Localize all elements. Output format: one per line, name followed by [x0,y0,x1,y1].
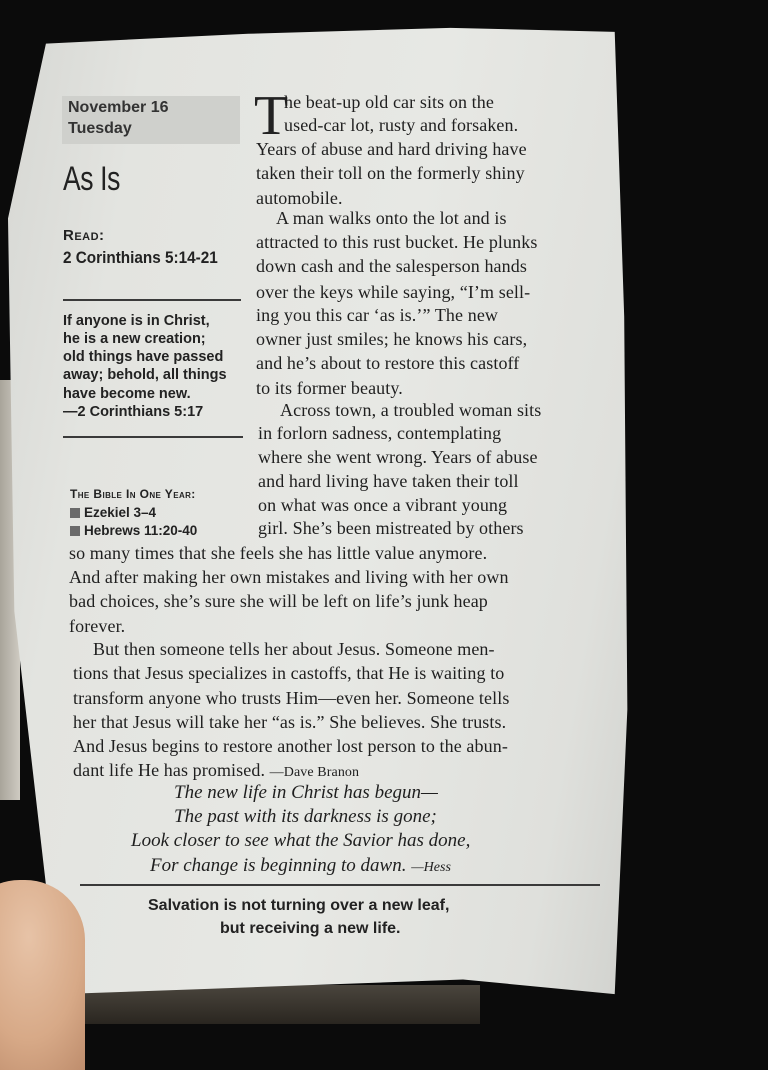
poem-line: The new life in Christ has begun— [174,782,438,803]
article-line: used-car lot, rusty and forsaken. [284,115,519,135]
article-line: taken their toll on the formerly shiny [256,163,525,183]
bullet-square-icon [70,508,80,518]
bible-reading-item: Ezekiel 3–4 [70,505,156,520]
key-verse-line: old things have passed [63,349,224,365]
sidebar-divider-top [63,299,241,301]
key-verse-line: he is a new creation; [63,331,206,347]
thought-divider [80,884,600,886]
date-label: November 16 [68,99,169,116]
article-line: girl. She’s been mistreated by others [258,518,524,538]
article-line: Years of abuse and hard driving have [256,139,527,159]
article-line: transform anyone who trusts Him—even her. Someone tells [73,688,510,708]
article-line: and hard living have taken their toll [258,471,519,491]
key-verse-line: away; behold, all things [63,367,227,383]
bullet-square-icon [70,526,80,536]
article-line: bad choices, she’s sure she will be left on life’s junk heap [69,591,488,611]
poem-line: Look closer to see what the Savior has done, [131,830,471,851]
article-line: her that Jesus will take her “as is.” She believes. She trusts. [73,712,507,732]
article-line: attracted to this rust bucket. He plunks [256,232,538,252]
key-verse-line: have become new. [63,386,191,402]
bible-reading-item: Hebrews 11:20-40 [70,523,197,538]
article-line: forever. [69,616,126,636]
article-line: he beat-up old car sits on the [284,92,494,112]
article-line: and he’s about to restore this castoff [256,353,520,373]
article-line: on what was once a vibrant young [258,495,508,515]
day-label: Tuesday [68,120,132,137]
key-verse-reference: —2 Corinthians 5:17 [63,404,204,420]
article-line: down cash and the salesperson hands [256,256,527,276]
poem-line: For change is beginning to dawn. —Hess [150,855,451,876]
article-line: so many times that she feels she has little value anymore. [69,543,488,563]
article-line: And Jesus begins to restore another lost person to the abun- [73,736,508,756]
article-line: And after making her own mistakes and living with her own [69,567,509,587]
page-title: As Is [63,160,121,198]
article-line: owner just smiles; he knows his cars, [256,329,528,349]
thumb [0,880,85,1070]
article-line: A man walks onto the lot and is [276,208,507,228]
article-line: Across town, a troubled woman sits [280,400,542,420]
poem-line: The past with its darkness is gone; [174,806,437,827]
drop-cap: T [254,85,289,147]
author-credit: —Dave Branon [269,765,360,780]
read-label: Read: [63,227,105,244]
article-line: automobile. [256,188,343,208]
article-line: But then someone tells her about Jesus. Someone men- [93,639,495,659]
closing-thought-line: Salvation is not turning over a new leaf, [148,897,450,914]
article-line: where she went wrong. Years of abuse [258,447,538,467]
key-verse-line: If anyone is in Christ, [63,313,210,329]
poem-attribution: —Hess [411,860,451,875]
article-line: over the keys while saying, “I’m sell- [256,282,531,302]
bible-in-one-year-label: The Bible In One Year: [70,487,196,501]
article-line: in forlorn sadness, contemplating [258,423,502,443]
sidebar-divider-bottom [63,436,243,438]
article-line: tions that Jesus specializes in castoffs, that He is waiting to [73,663,505,683]
read-reference: 2 Corinthians 5:14-21 [63,248,218,267]
closing-thought-line: but receiving a new life. [220,920,401,937]
article-line: to its former beauty. [256,378,403,398]
article-line: dant life He has promised. —Dave Branon [73,760,360,780]
article-line: ing you this car ‘as is.’” The new [256,305,499,325]
